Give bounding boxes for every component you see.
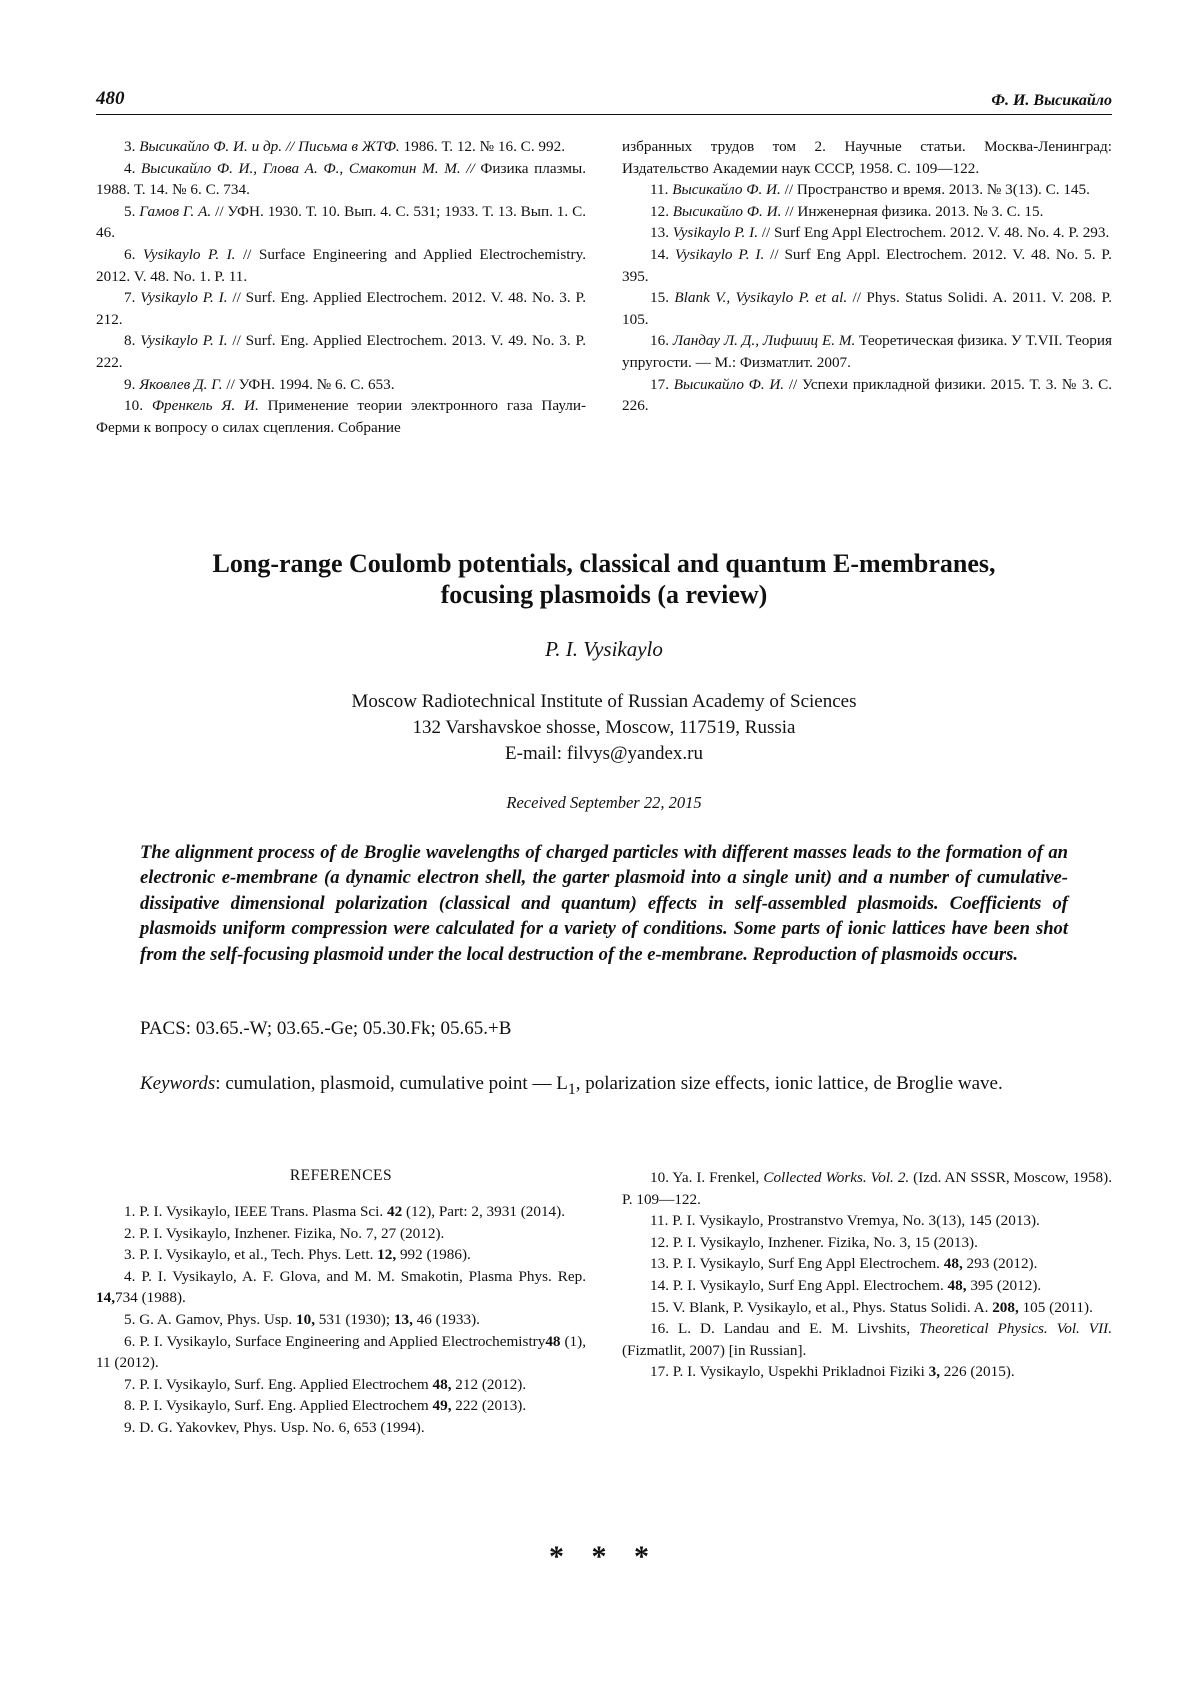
reference-item: 8. Vysikaylo P. I. // Surf. Eng. Applied Electrochem. 2013. V. 49. No. 3. P. 222. <box>96 332 587 371</box>
reference-item: 3. Высикайло Ф. И. и др. // Письма в ЖТФ. 1986. Т. 12. № 16. С. 992. <box>124 138 565 155</box>
references-heading: REFERENCES <box>289 1167 393 1184</box>
reference-item: 17. Высикайло Ф. И. // Успехи прикладной физики. 2015. Т. 3. № 3. С. 226. <box>622 375 1113 415</box>
reference-item: 10. Ya. I. Frenkel, Collected Works. Vol. 2. (Izd. AN SSSR, Moscow, 1958). P. 109—122. <box>622 1169 1112 1208</box>
top-refs-left-column <box>96 136 586 438</box>
reference-item: 6. Vysikaylo P. I. // Surface Engineering and Applied Electrochemistry. 2012. V. 48. No. 1. P. 11. <box>96 245 586 285</box>
article-author: P. I. Vysikaylo <box>545 637 663 661</box>
reference-item: 10. Френкель Я. И. Применение теории электронного газа Паули-Ферми к вопросу о силах сцепления. Собрание <box>96 397 587 436</box>
affiliation <box>96 689 1112 767</box>
references-section <box>96 1167 1112 1439</box>
pacs-codes: PACS: 03.65.-W; 03.65.-Ge; 05.30.Fk; 05.65.+B <box>140 1018 512 1039</box>
reference-item: 15. Blank V., Vysikaylo P. et al. // Phys. Status Solidi. A. 2011. V. 208. P. 105. <box>622 289 1113 328</box>
reference-item: 16. L. D. Landau and E. M. Livshits, Theoretical Physics. Vol. VII. (Fizmatlit, 2007) [in Russian]. <box>622 1320 1112 1359</box>
reference-item: 8. P. I. Vysikaylo, Surf. Eng. Applied Electrochem 49, 222 (2013). <box>124 1397 527 1415</box>
keywords: Keywords: cumulation, plasmoid, cumulative point — $L_1$, polarization size effects, ionic lattice, de Broglie wave. <box>140 1073 1003 1098</box>
reference-item: 16. Ландау Л. Д., Лифшиц Е. М. Теоретическая физика. У T.VII. Теория упругости. — М.: Физматлит. 2007. <box>622 332 1113 371</box>
reference-item: 1. P. I. Vysikaylo, IEEE Trans. Plasma Sci. 42 (12), Part: 2, 3931 (2014). <box>124 1203 565 1220</box>
reference-item: 12. Высикайло Ф. И. // Инженерная физика. 2013. № 3. С. 15. <box>650 202 1044 220</box>
reference-item: 15. V. Blank, P. Vysikaylo, et al., Phys. Status Solidi. A. 208, 105 (2011). <box>650 1298 1093 1316</box>
reference-item: 9. Яковлев Д. Г. // УФН. 1994. № 6. С. 653. <box>124 375 395 393</box>
top-refs-right-column <box>622 136 1112 438</box>
reference-item: 17. P. I. Vysikaylo, Uspekhi Prikladnoi Fiziki 3, 226 (2015). <box>650 1363 1015 1381</box>
affiliation-address: 132 Varshavskoe shosse, Moscow, 117519, Russia <box>412 717 796 738</box>
title-line-1: Long-range Coulomb potentials, classical and quantum E-membranes, <box>212 549 996 578</box>
reference-item: 13. P. I. Vysikaylo, Surf Eng Appl Electrochem. 48, 293 (2012). <box>650 1255 1038 1273</box>
reference-item: 7. P. I. Vysikaylo, Surf. Eng. Applied Electrochem 48, 212 (2012). <box>124 1375 527 1393</box>
reference-item: 3. P. I. Vysikaylo, et al., Tech. Phys. Lett. 12, 992 (1986). <box>124 1246 471 1264</box>
running-author: Ф. И. Высикайло <box>991 92 1112 109</box>
reference-item: 4. P. I. Vysikaylo, A. F. Glova, and M. M. Smakotin, Plasma Phys. Rep. 14,734 (1988). <box>96 1267 586 1307</box>
reference-item: 4. Высикайло Ф. И., Глова А. Ф., Смакотин М. М. // Физика плазмы. 1988. Т. 14. № 6. С. 734. <box>96 159 586 199</box>
page-number: 480 <box>96 88 125 109</box>
author-email: E-mail: filvys@yandex.ru <box>505 743 703 764</box>
references-right-column <box>622 1167 1112 1439</box>
reference-item: 6. P. I. Vysikaylo, Surface Engineering and Applied Electrochemistry48 (1), 11 (2012). <box>96 1332 586 1372</box>
running-header <box>96 88 1112 115</box>
article-title <box>96 548 1112 610</box>
previous-article-references <box>96 136 1112 438</box>
abstract: The alignment process of de Broglie wavelengths of charged particles with different masses leads to the formation of an electronic e-membrane (a dynamic electron shell, the garter plasmoid into a single unit) and a number of cumulative-dissipative dimensional polarization (classical and quantum) effects in self-assembled plasmoids. Coefficients of plasmoids uniform compression were calculated for a variety of conditions. Some parts of ionic lattices have been shot from the self-focusing plasmoid under the local destruction of the e-membrane. Reproduction of plasmoids occurs. <box>140 842 1068 965</box>
reference-item: 11. Высикайло Ф. И. // Пространство и время. 2013. № 3(13). С. 145. <box>650 181 1090 199</box>
keywords-label: Keywords <box>140 1073 216 1094</box>
received-date: Received September 22, 2015 <box>506 793 702 812</box>
reference-item: 5. G. A. Gamov, Phys. Usp. 10, 531 (1930); 13, 46 (1933). <box>124 1310 480 1328</box>
reference-item: 7. Vysikaylo P. I. // Surf. Eng. Applied Electrochem. 2012. V. 48. No. 3. P. 212. <box>96 289 587 328</box>
reference-item: 2. P. I. Vysikaylo, Inzhener. Fizika, No. 7, 27 (2012). <box>124 1224 445 1242</box>
reference-item: 13. Vysikaylo P. I. // Surf Eng Appl Electrochem. 2012. V. 48. No. 4. P. 293. <box>650 224 1110 242</box>
section-separator: * * * <box>549 1540 659 1573</box>
reference-item: 14. P. I. Vysikaylo, Surf Eng Appl. Electrochem. 48, 395 (2012). <box>650 1276 1042 1294</box>
references-left-column <box>96 1167 586 1439</box>
reference-item: 5. Гамов Г. А. // УФН. 1930. Т. 10. Вып. 4. С. 531; 1933. Т. 13. Вып. 1. С. 46. <box>96 202 587 242</box>
affiliation-institute: Moscow Radiotechnical Institute of Russian Academy of Sciences <box>351 691 857 712</box>
reference-item: 12. P. I. Vysikaylo, Inzhener. Fizika, No. 3, 15 (2013). <box>650 1233 978 1251</box>
reference-item: 11. P. I. Vysikaylo, Prostranstvo Vremya, No. 3(13), 145 (2013). <box>650 1212 1040 1230</box>
reference-continuation: избранных трудов том 2. Научные статьи. Москва-Ленинград: Издательство Академии наук СССР, 1958. С. 109—122. <box>622 138 1112 177</box>
title-line-2: focusing plasmoids (a review) <box>440 580 768 609</box>
reference-item: 14. Vysikaylo P. I. // Surf Eng Appl. Electrochem. 2012. V. 48. No. 5. P. 395. <box>622 245 1112 285</box>
reference-item: 9. D. G. Yakovkev, Phys. Usp. No. 6, 653 (1994). <box>124 1418 425 1436</box>
